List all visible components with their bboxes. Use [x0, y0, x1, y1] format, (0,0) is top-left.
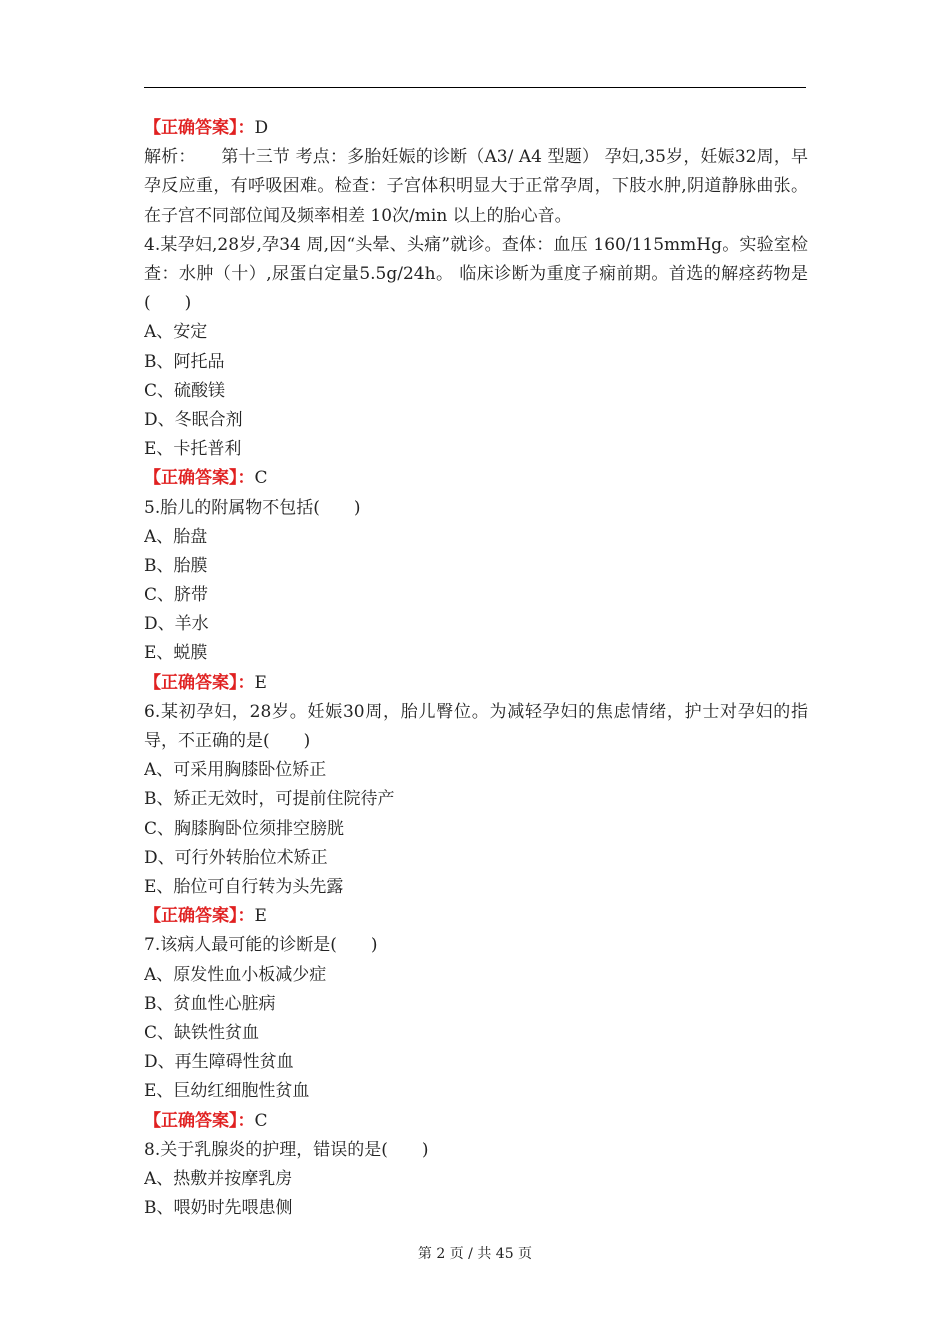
option-a: A、安定 — [144, 322, 208, 343]
option-d: D、冬眠合剂 — [144, 409, 243, 430]
answer-label: 【正确答案】： — [144, 672, 255, 693]
answer-label: 【正确答案】： — [144, 1110, 255, 1131]
answer-label: 【正确答案】： — [144, 906, 255, 927]
question-stem: 7.该病人最可能的诊断是( ) — [144, 935, 378, 956]
correct-answer-line — [144, 902, 808, 931]
option-d: D、可行外转胎位术矫正 — [144, 847, 328, 868]
answer-value: E — [254, 906, 267, 927]
option-b: B、阿托品 — [144, 351, 225, 372]
option-d: D、羊水 — [144, 614, 209, 635]
page-footer: 第 2 页 / 共 45 页 — [417, 1246, 533, 1262]
document-body — [144, 114, 808, 1223]
option-c: C、硫酸镁 — [144, 380, 226, 401]
answer-value: E — [254, 672, 267, 693]
answer-label: 【正确答案】： — [144, 118, 255, 138]
answer-value: C — [254, 1110, 268, 1131]
option-b: B、贫血性心脏病 — [144, 993, 276, 1014]
answer-value: D — [254, 118, 269, 138]
answer-value: C — [254, 468, 268, 489]
option-b: B、胎膜 — [144, 555, 208, 576]
answer-label: 【正确答案】： — [144, 468, 255, 489]
question-stem: 6.某初孕妇，28岁。妊娠30周，胎儿臀位。为减轻孕妇的焦虑情绪，护士对孕妇的指导，不正确的是( ) — [144, 701, 808, 752]
correct-answer-line — [144, 669, 808, 698]
correct-answer-line — [144, 114, 808, 143]
option-a: A、胎盘 — [144, 526, 208, 547]
option-e: E、巨幼红细胞性贫血 — [144, 1081, 310, 1102]
option-a: A、热敷并按摩乳房 — [144, 1168, 293, 1189]
option-e: E、卡托普利 — [144, 439, 242, 460]
question-stem: 4.某孕妇,28岁,孕34 周,因“头晕、头痛”就诊。查体：血压 160/115mmHg。实验室检查：水肿（十）,尿蛋白定量5.5g/24h。 临床诊断为重度子痫前期。首选的解痉药物是( ) — [144, 234, 808, 314]
option-c: C、脐带 — [144, 585, 209, 606]
option-b: B、喂奶时先喂患侧 — [144, 1198, 293, 1219]
option-c: C、缺铁性贫血 — [144, 1022, 260, 1043]
question-stem: 5.胎儿的附属物不包括( ) — [144, 497, 361, 518]
option-a: A、原发性血小板减少症 — [144, 964, 327, 985]
option-a: A、可采用胸膝卧位矫正 — [144, 760, 327, 781]
correct-answer-line — [144, 1107, 808, 1136]
correct-answer-line — [144, 464, 808, 493]
option-e: E、蜕膜 — [144, 643, 208, 664]
question-stem: 8.关于乳腺炎的护理，错误的是( ) — [144, 1139, 429, 1160]
option-d: D、再生障碍性贫血 — [144, 1052, 294, 1073]
option-c: C、胸膝胸卧位须排空膀胱 — [144, 818, 345, 839]
header-rule — [144, 87, 806, 88]
option-b: B、矫正无效时，可提前住院待产 — [144, 789, 395, 810]
option-e: E、胎位可自行转为头先露 — [144, 877, 344, 897]
explanation: 解析： 第十三节 考点：多胎妊娠的诊断（A3/ A4 型题） 孕妇,35岁，妊娠32周，早孕反应重，有呼吸困难。检查：子宫体积明显大于正常孕周，下肢水肿,阴道静脉曲张。在子宫不同部位闻及频率相差 10次/min 以上的胎心音。 — [144, 147, 808, 226]
